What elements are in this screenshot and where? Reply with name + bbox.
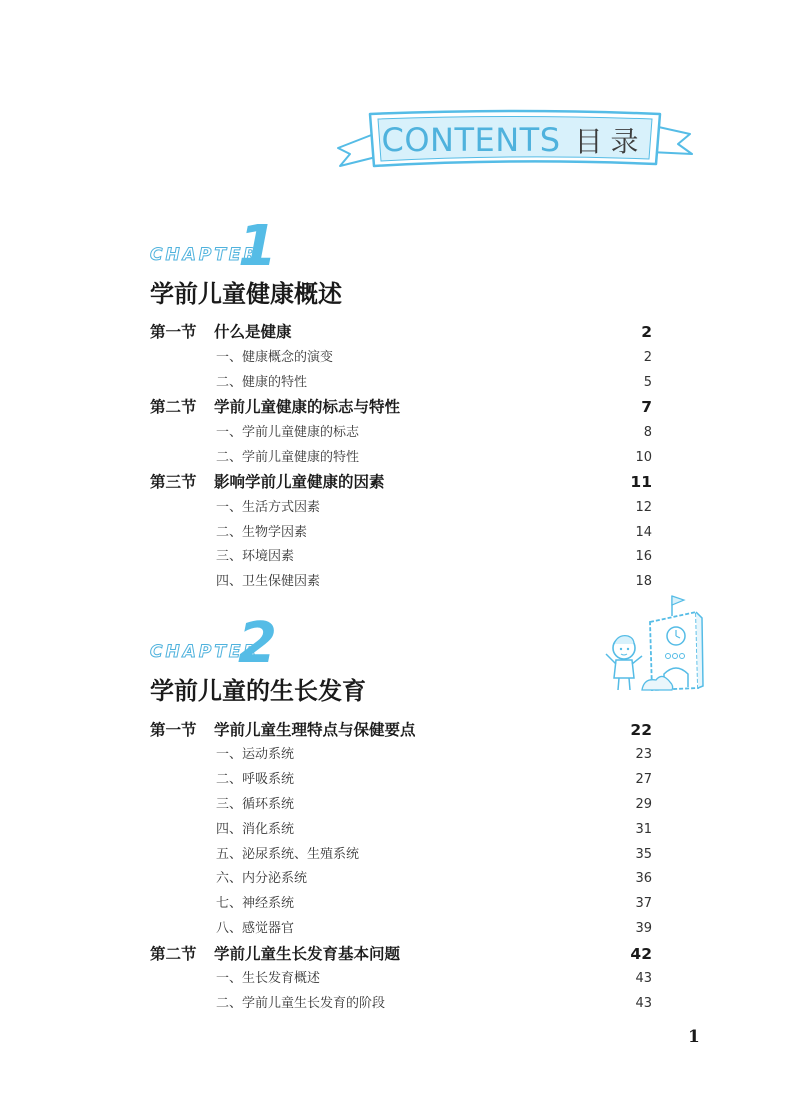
toc-item-row[interactable] bbox=[150, 793, 652, 812]
child-and-kindergarten-illustration bbox=[602, 592, 710, 700]
item-title: 八、感觉器官 bbox=[216, 921, 295, 936]
toc-item-row[interactable] bbox=[150, 496, 652, 515]
page-number: 1 bbox=[688, 1027, 700, 1047]
toc-item-row[interactable] bbox=[150, 545, 652, 564]
item-title: 五、泌尿系统、生殖系统 bbox=[216, 847, 360, 862]
section-title: 什么是健康 bbox=[214, 323, 292, 341]
item-page: 14 bbox=[635, 525, 652, 540]
item-title: 二、学前儿童生长发育的阶段 bbox=[216, 996, 386, 1011]
toc-item-row[interactable] bbox=[150, 967, 652, 986]
item-title: 二、生物学因素 bbox=[216, 525, 308, 540]
section-title: 学前儿童生长发育基本问题 bbox=[214, 945, 401, 963]
item-title: 七、神经系统 bbox=[216, 896, 295, 911]
item-title: 二、学前儿童健康的特性 bbox=[216, 450, 360, 465]
chapter-2-heading bbox=[150, 610, 290, 676]
section-label: 第二节 bbox=[150, 945, 197, 963]
item-page: 29 bbox=[635, 797, 652, 812]
item-title: 四、卫生保健因素 bbox=[216, 574, 321, 589]
chapter-1-title: 学前儿童健康概述 bbox=[150, 280, 342, 308]
toc-section-row[interactable] bbox=[150, 470, 652, 492]
item-page: 43 bbox=[635, 971, 652, 986]
toc-item-row[interactable] bbox=[150, 421, 652, 440]
toc-item-row[interactable] bbox=[150, 521, 652, 540]
toc-section-row[interactable] bbox=[150, 942, 652, 964]
item-page: 31 bbox=[635, 822, 652, 837]
section-title: 学前儿童健康的标志与特性 bbox=[214, 398, 401, 416]
banner-title-en: CONTENTS bbox=[381, 121, 561, 159]
item-page: 27 bbox=[635, 772, 652, 787]
item-page: 5 bbox=[643, 375, 652, 390]
toc-item-row[interactable] bbox=[150, 867, 652, 886]
item-page: 39 bbox=[635, 921, 652, 936]
toc-item-row[interactable] bbox=[150, 371, 652, 390]
section-page: 42 bbox=[630, 945, 652, 963]
item-title: 二、健康的特性 bbox=[216, 375, 308, 390]
toc-section-row[interactable] bbox=[150, 395, 652, 417]
section-title: 影响学前儿童健康的因素 bbox=[214, 473, 385, 491]
item-title: 一、生活方式因素 bbox=[216, 500, 321, 515]
item-page: 36 bbox=[635, 871, 652, 886]
item-page: 12 bbox=[635, 500, 652, 515]
toc-item-row[interactable] bbox=[150, 446, 652, 465]
item-page: 18 bbox=[635, 574, 652, 589]
item-page: 37 bbox=[635, 896, 652, 911]
chapter-2-title: 学前儿童的生长发育 bbox=[150, 677, 366, 705]
contents-banner bbox=[334, 104, 694, 176]
item-title: 一、生长发育概述 bbox=[216, 971, 321, 986]
toc-item-row[interactable] bbox=[150, 570, 652, 589]
item-page: 2 bbox=[643, 350, 652, 365]
banner-title-cn: 目录 bbox=[574, 125, 647, 158]
item-title: 六、内分泌系统 bbox=[216, 871, 308, 886]
section-page: 2 bbox=[641, 323, 652, 341]
section-page: 22 bbox=[630, 721, 652, 739]
item-title: 一、运动系统 bbox=[216, 747, 295, 762]
chapter-label: CHAPTER bbox=[150, 642, 260, 662]
toc-item-row[interactable] bbox=[150, 743, 652, 762]
toc-item-row[interactable] bbox=[150, 992, 652, 1011]
toc-item-row[interactable] bbox=[150, 892, 652, 911]
toc-item-row[interactable] bbox=[150, 768, 652, 787]
chapter-number: 2 bbox=[238, 611, 277, 676]
item-title: 三、循环系统 bbox=[216, 797, 295, 812]
toc-item-row[interactable] bbox=[150, 346, 652, 365]
toc-section-row[interactable] bbox=[150, 718, 652, 740]
toc-item-row[interactable] bbox=[150, 917, 652, 936]
toc-item-row[interactable] bbox=[150, 843, 652, 862]
section-title: 学前儿童生理特点与保健要点 bbox=[214, 721, 416, 739]
item-title: 一、学前儿童健康的标志 bbox=[216, 425, 360, 440]
chapter-number: 1 bbox=[238, 214, 277, 279]
item-page: 10 bbox=[635, 450, 652, 465]
chapter-label: CHAPTER bbox=[150, 245, 260, 265]
section-label: 第二节 bbox=[150, 398, 197, 416]
section-page: 7 bbox=[641, 398, 652, 416]
toc-item-row[interactable] bbox=[150, 818, 652, 837]
item-title: 四、消化系统 bbox=[216, 822, 295, 837]
section-page: 11 bbox=[630, 473, 652, 491]
item-page: 35 bbox=[635, 847, 652, 862]
item-page: 16 bbox=[635, 549, 652, 564]
item-title: 三、环境因素 bbox=[216, 549, 295, 564]
item-title: 一、健康概念的演变 bbox=[216, 350, 334, 365]
item-title: 二、呼吸系统 bbox=[216, 772, 295, 787]
toc-section-row[interactable] bbox=[150, 320, 652, 342]
kindergarten-illustration-icon bbox=[602, 592, 710, 700]
item-page: 8 bbox=[643, 425, 652, 440]
item-page: 23 bbox=[635, 747, 652, 762]
section-label: 第一节 bbox=[150, 721, 197, 739]
item-page: 43 bbox=[635, 996, 652, 1011]
section-label: 第一节 bbox=[150, 323, 197, 341]
chapter-1-heading bbox=[150, 213, 290, 279]
section-label: 第三节 bbox=[150, 473, 197, 491]
